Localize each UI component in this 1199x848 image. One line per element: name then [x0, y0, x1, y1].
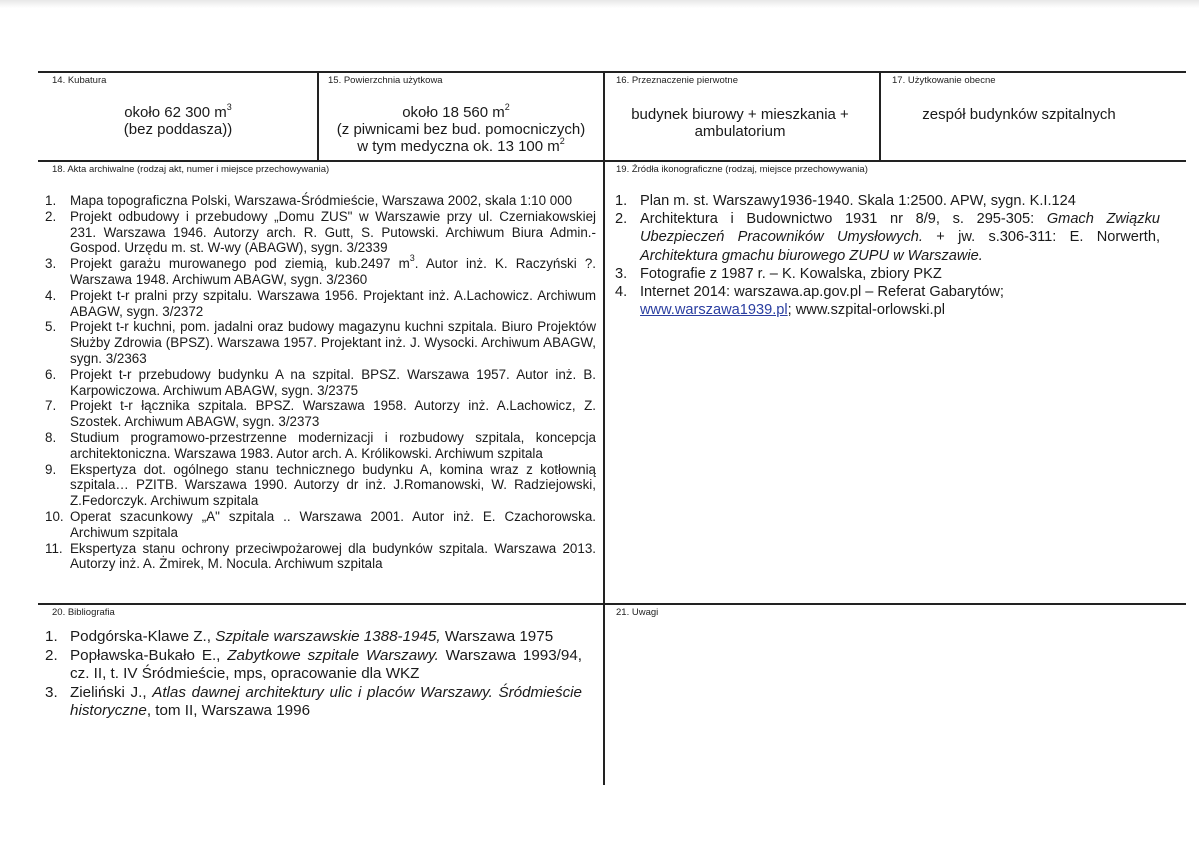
- item-text: Popławska-Bukało E.,: [70, 646, 228, 664]
- italic-title: Gmach Związku Ubezpieczeń Pracowników Umysłowych.: [640, 211, 1160, 246]
- item-text: Warszawa 1993/94, cz. II, t. IV Śródmieście, mps, opracowanie dla WKZ: [70, 646, 583, 682]
- item-text: ; www.szpital-orlowski.pl: [787, 302, 945, 319]
- field-14-line2: (bez poddasza)): [123, 121, 233, 138]
- item-text: Projekt t-r łącznika szpitala. BPSZ. Warszawa 1958. Autorzy inż. A.Lachowicz, Z. Szostek. Archiwum ABAGW, sygn. 3/2373: [70, 398, 596, 430]
- item-text: Ekspertyza stanu ochrony przeciwpożarowej dla budynków szpitala. Warszawa 2013. Autorzy inż. A. Żmirek, M. Nocula. Archiwum szpitala: [70, 540, 596, 572]
- item-number: 1.: [45, 628, 58, 645]
- field-20-label: 20. Bibliografia: [52, 607, 115, 618]
- list-item: [45, 193, 596, 209]
- item-number: 11.: [45, 540, 63, 556]
- col-divider-16-17: [879, 71, 881, 161]
- field-15-line1: około 18 560 m: [402, 104, 505, 121]
- item-text: Projekt t-r pralni przy szpitalu. Warszawa 1956. Projektant inż. A.Lachowicz. Archiwum ABAGW, sygn. 3/2372: [70, 287, 596, 319]
- item-number: 3.: [45, 256, 57, 272]
- item-number: 5.: [45, 319, 57, 335]
- item-number: 10.: [45, 508, 64, 524]
- col-divider-14-15: [317, 71, 319, 161]
- bibliography-list: [45, 628, 583, 721]
- italic-title: Atlas dawnej architektury ulic i placów Warszawy. Śródmieście historyczne: [70, 683, 583, 719]
- list-item: [45, 646, 583, 684]
- item-number: 2.: [615, 211, 628, 228]
- item-text: Architektura i Budownictwo 1931 nr 8/9, s. 295-305:: [640, 211, 1047, 228]
- field-16-label: 16. Przeznaczenie pierwotne: [616, 75, 738, 86]
- field-16-line2: ambulatorium: [694, 123, 786, 140]
- item-text: Operat szacunkowy „A" szpitala .. Warszawa 2001. Autor inż. E. Czachorowska. Archiwum szpitala: [70, 508, 596, 540]
- list-item: [45, 508, 596, 541]
- field-21-label: 21. Uwagi: [616, 607, 659, 618]
- item-text: Zieliński J.,: [70, 683, 153, 701]
- superscript: 3: [409, 253, 415, 264]
- field-14-sup: 3: [226, 102, 232, 112]
- list-item: [45, 683, 583, 721]
- list-item: [45, 540, 596, 573]
- item-text: Projekt t-r przebudowy budynku A na szpital. BPSZ. Warszawa 1957. Autor inż. B. Karpowiczowa. Archiwum ABAGW, sygn. 3/2375: [70, 366, 596, 398]
- field-15-line3: w tym medyczna ok. 13 100 m: [357, 138, 560, 155]
- website-link[interactable]: www.warszawa1939.pl: [640, 302, 788, 319]
- item-number: 8.: [45, 429, 57, 445]
- item-text: Projekt t-r kuchni, pom. jadalni oraz budowy magazynu kuchni szpitala. Biuro Projektów Służby Zdrowia (BPSZ). Warszawa 1957. Projektant inż. J. Wysocki. Archiwum ABAGW, sygn. 3/2363: [70, 319, 596, 366]
- item-text: Podgórska-Klawe Z.,: [70, 628, 216, 645]
- field-16-line1: budynek biurowy + mieszkania +: [631, 106, 849, 123]
- field-16-value: [610, 106, 870, 140]
- item-text: Ekspertyza dot. ogólnego stanu technicznego budynku A, komina wraz z kotłownią szpitala… PZITB. Warszawa 1990. Autorzy dr inż. J.Romanowski, W. Radziejowski, Z.Fedorczyk. Archiwum szpitala: [70, 461, 596, 509]
- item-number: 6.: [45, 366, 57, 382]
- italic-title: Architektura gmachu biurowego ZUPU w Warszawie.: [640, 247, 983, 264]
- item-text: Studium programowo-przestrzenne modernizacji i rozbudowy szpitala, koncepcja architektoniczna. Warszawa 1983. Autor arch. A. Królikowski. Archiwum szpitala: [70, 429, 596, 461]
- row1-bottom-border: [38, 160, 1186, 162]
- field-19-label: 19. Źródła ikonograficzne (rodzaj, miejsce przechowywania): [616, 164, 868, 175]
- item-text: Warszawa 1975: [440, 628, 554, 645]
- item-text: Internet 2014: warszawa.ap.gov.pl – Referat Gabarytów;: [640, 284, 1004, 301]
- table-top-border: [38, 71, 1186, 73]
- row2-bottom-border: [38, 603, 1186, 605]
- item-number: 4.: [615, 284, 628, 301]
- list-item: [45, 429, 596, 462]
- field-15-sup3: 2: [559, 136, 565, 146]
- item-number: 1.: [615, 193, 628, 209]
- list-item: [45, 253, 597, 288]
- item-number: 7.: [45, 398, 57, 414]
- list-item: [615, 265, 1160, 283]
- field-17-line1: zespół budynków szpitalnych: [922, 106, 1116, 123]
- list-item: [45, 366, 596, 399]
- item-text: Fotografie z 1987 r. – K. Kowalska, zbiory PKZ: [640, 265, 942, 282]
- list-item: [45, 461, 596, 509]
- item-number: 2.: [45, 208, 57, 224]
- field-17-label: 17. Użytkowanie obecne: [892, 75, 996, 86]
- field-18-label: 18. Akta archiwalne (rodzaj akt, numer i miejsce przechowywania): [52, 164, 330, 175]
- col-divider-main: [603, 71, 605, 785]
- item-number: 4.: [45, 287, 57, 303]
- field-15-label: 15. Powierzchnia użytkowa: [328, 75, 443, 86]
- item-text: Plan m. st. Warszawy1936-1940. Skala 1:2500. APW, sygn. K.I.124: [640, 193, 1076, 209]
- item-text: Projekt odbudowy i przebudowy „Domu ZUS" w Warszawie przy ul. Czerniakowskiej 231. Warszawa 1946. Autorzy arch. R. Gutt, S. Putowski. Archiwum Biura Admin.- Gospod. Urzędu m. st. W-wy (ABAGW), sygn. 3/2339: [70, 208, 596, 256]
- field-15-value: [320, 104, 602, 155]
- item-text: , tom II, Warszawa 1996: [146, 702, 311, 719]
- item-number: 2.: [45, 646, 58, 664]
- scan-edge: [0, 0, 1199, 8]
- item-number: 9.: [45, 461, 57, 477]
- archival-records-list: [45, 193, 597, 572]
- iconographic-sources-list: [615, 192, 1160, 319]
- list-item: [45, 628, 582, 647]
- item-text: + jw. s.306-311: E. Norwerth,: [922, 229, 1160, 246]
- item-text: . Autor inż. K. Raczyński ?. Warszawa 1948. Archiwum ABAGW, sygn. 3/2360: [70, 256, 597, 287]
- field-15-line2: (z piwnicami bez bud. pomocniczych): [336, 121, 586, 138]
- field-14-label: 14. Kubatura: [52, 75, 107, 86]
- field-17-value: [884, 106, 1154, 123]
- field-15-sup1: 2: [504, 102, 510, 112]
- list-item: [615, 210, 1160, 265]
- item-number: 3.: [45, 683, 58, 701]
- list-item: [615, 283, 1160, 319]
- item-text: Mapa topograficzna Polski, Warszawa-Śródmieście, Warszawa 2002, skala 1:10 000: [70, 193, 573, 208]
- list-item: [45, 398, 596, 430]
- list-item: [45, 319, 596, 366]
- italic-title: Zabytkowe szpitale Warszawy.: [227, 646, 439, 664]
- list-item: [45, 208, 596, 256]
- field-14-value: [40, 104, 316, 138]
- italic-title: Szpitale warszawskie 1388-1945,: [215, 628, 441, 645]
- item-number: 3.: [615, 265, 628, 282]
- item-text: Projekt garażu murowanego pod ziemią, kub.2497 m: [70, 256, 410, 272]
- item-number: 1.: [45, 193, 57, 208]
- list-item: [45, 287, 596, 320]
- list-item: [615, 192, 1160, 210]
- field-14-line1: około 62 300 m: [124, 104, 227, 121]
